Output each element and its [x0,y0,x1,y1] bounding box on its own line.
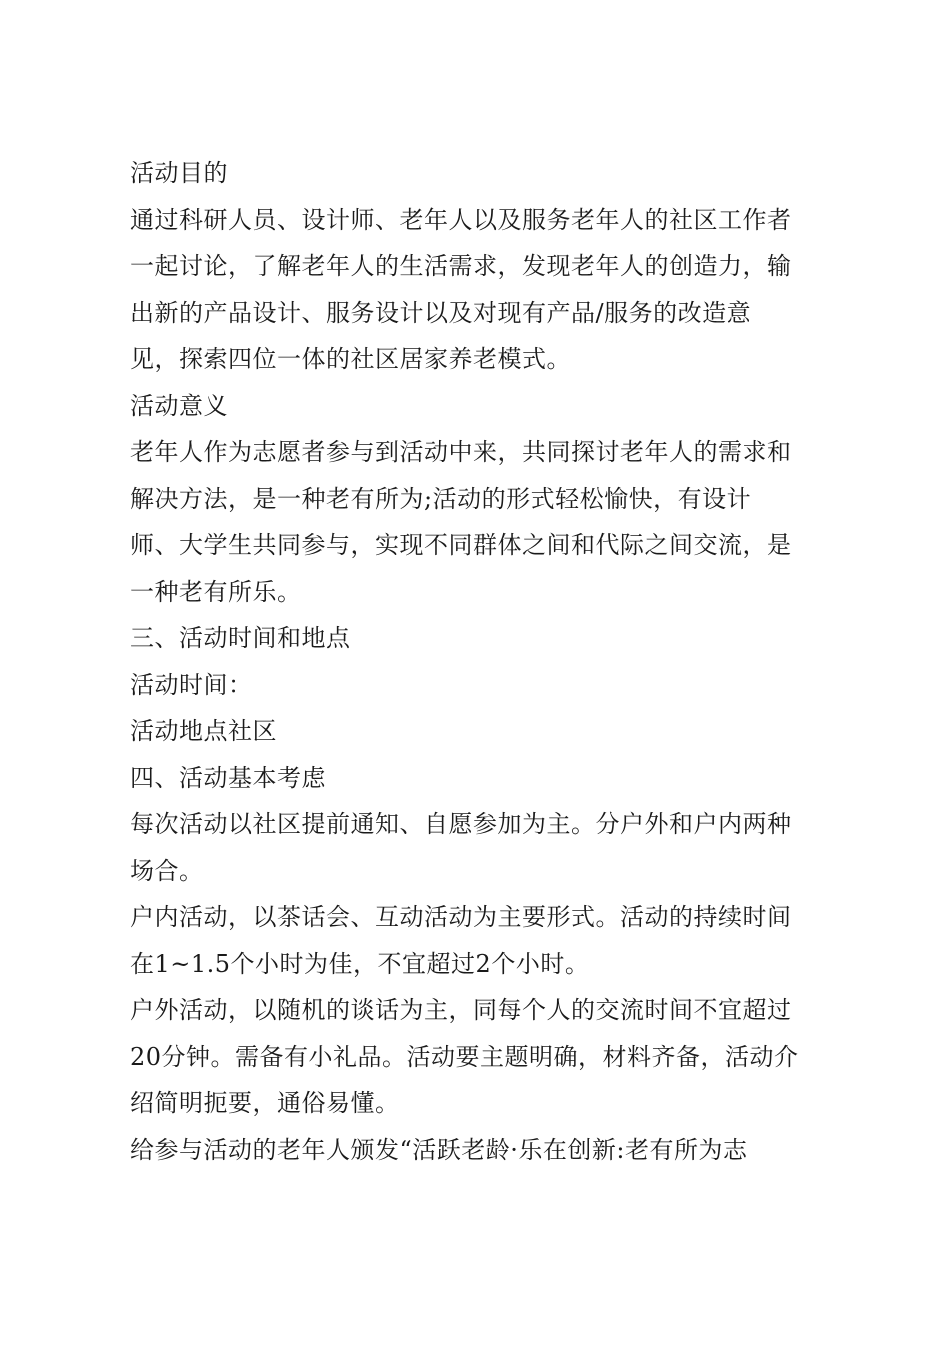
section-heading-considerations: 四、活动基本考虑 [130,763,326,792]
paragraph-line: 在1~1.5个小时为佳，不宜超过2个小时。 [130,949,590,978]
paragraph-line: 通过科研人员、设计师、老年人以及服务老年人的社区工作者 [130,205,792,234]
paragraph-line: 师、大学生共同参与，实现不同群体之间和代际之间交流，是 [130,531,792,559]
section-heading-time-place: 三、活动时间和地点 [130,624,351,652]
activity-time-line: 活动时间： [130,670,253,699]
paragraph-line: 绍简明扼要，通俗易懂。 [130,1089,400,1117]
paragraph-line: 一起讨论，了解老年人的生活需求，发现老年人的创造力，输 [130,252,792,280]
paragraph-line: 老年人作为志愿者参与到活动中来，共同探讨老年人的需求和 [130,438,792,466]
paragraph-line: 见，探索四位一体的社区居家养老模式。 [130,345,571,373]
section-heading-purpose: 活动目的 [130,159,228,187]
paragraph-line: 解决方法，是一种老有所为;活动的形式轻松愉快，有设计 [130,484,752,513]
paragraph-line: 每次活动以社区提前通知、自愿参加为主。分户外和户内两种 [130,810,792,838]
document-body [130,150,830,1173]
activity-place-line: 活动地点社区 [130,717,277,745]
section-heading-significance: 活动意义 [130,391,228,420]
paragraph-line: 场合。 [130,856,204,885]
paragraph-line: 20分钟。需备有小礼品。活动要主题明确，材料齐备，活动介 [130,1042,799,1071]
paragraph-line: 给参与活动的老年人颁发“活跃老龄·乐在创新:老有所为志 [130,1135,748,1164]
paragraph-line: 户内活动，以茶话会、互动活动为主要形式。活动的持续时间 [130,903,792,931]
paragraph-line: 出新的产品设计、服务设计以及对现有产品/服务的改造意 [130,298,752,327]
paragraph-line: 户外活动，以随机的谈话为主，同每个人的交流时间不宜超过 [130,996,792,1024]
paragraph-line: 一种老有所乐。 [130,577,302,606]
